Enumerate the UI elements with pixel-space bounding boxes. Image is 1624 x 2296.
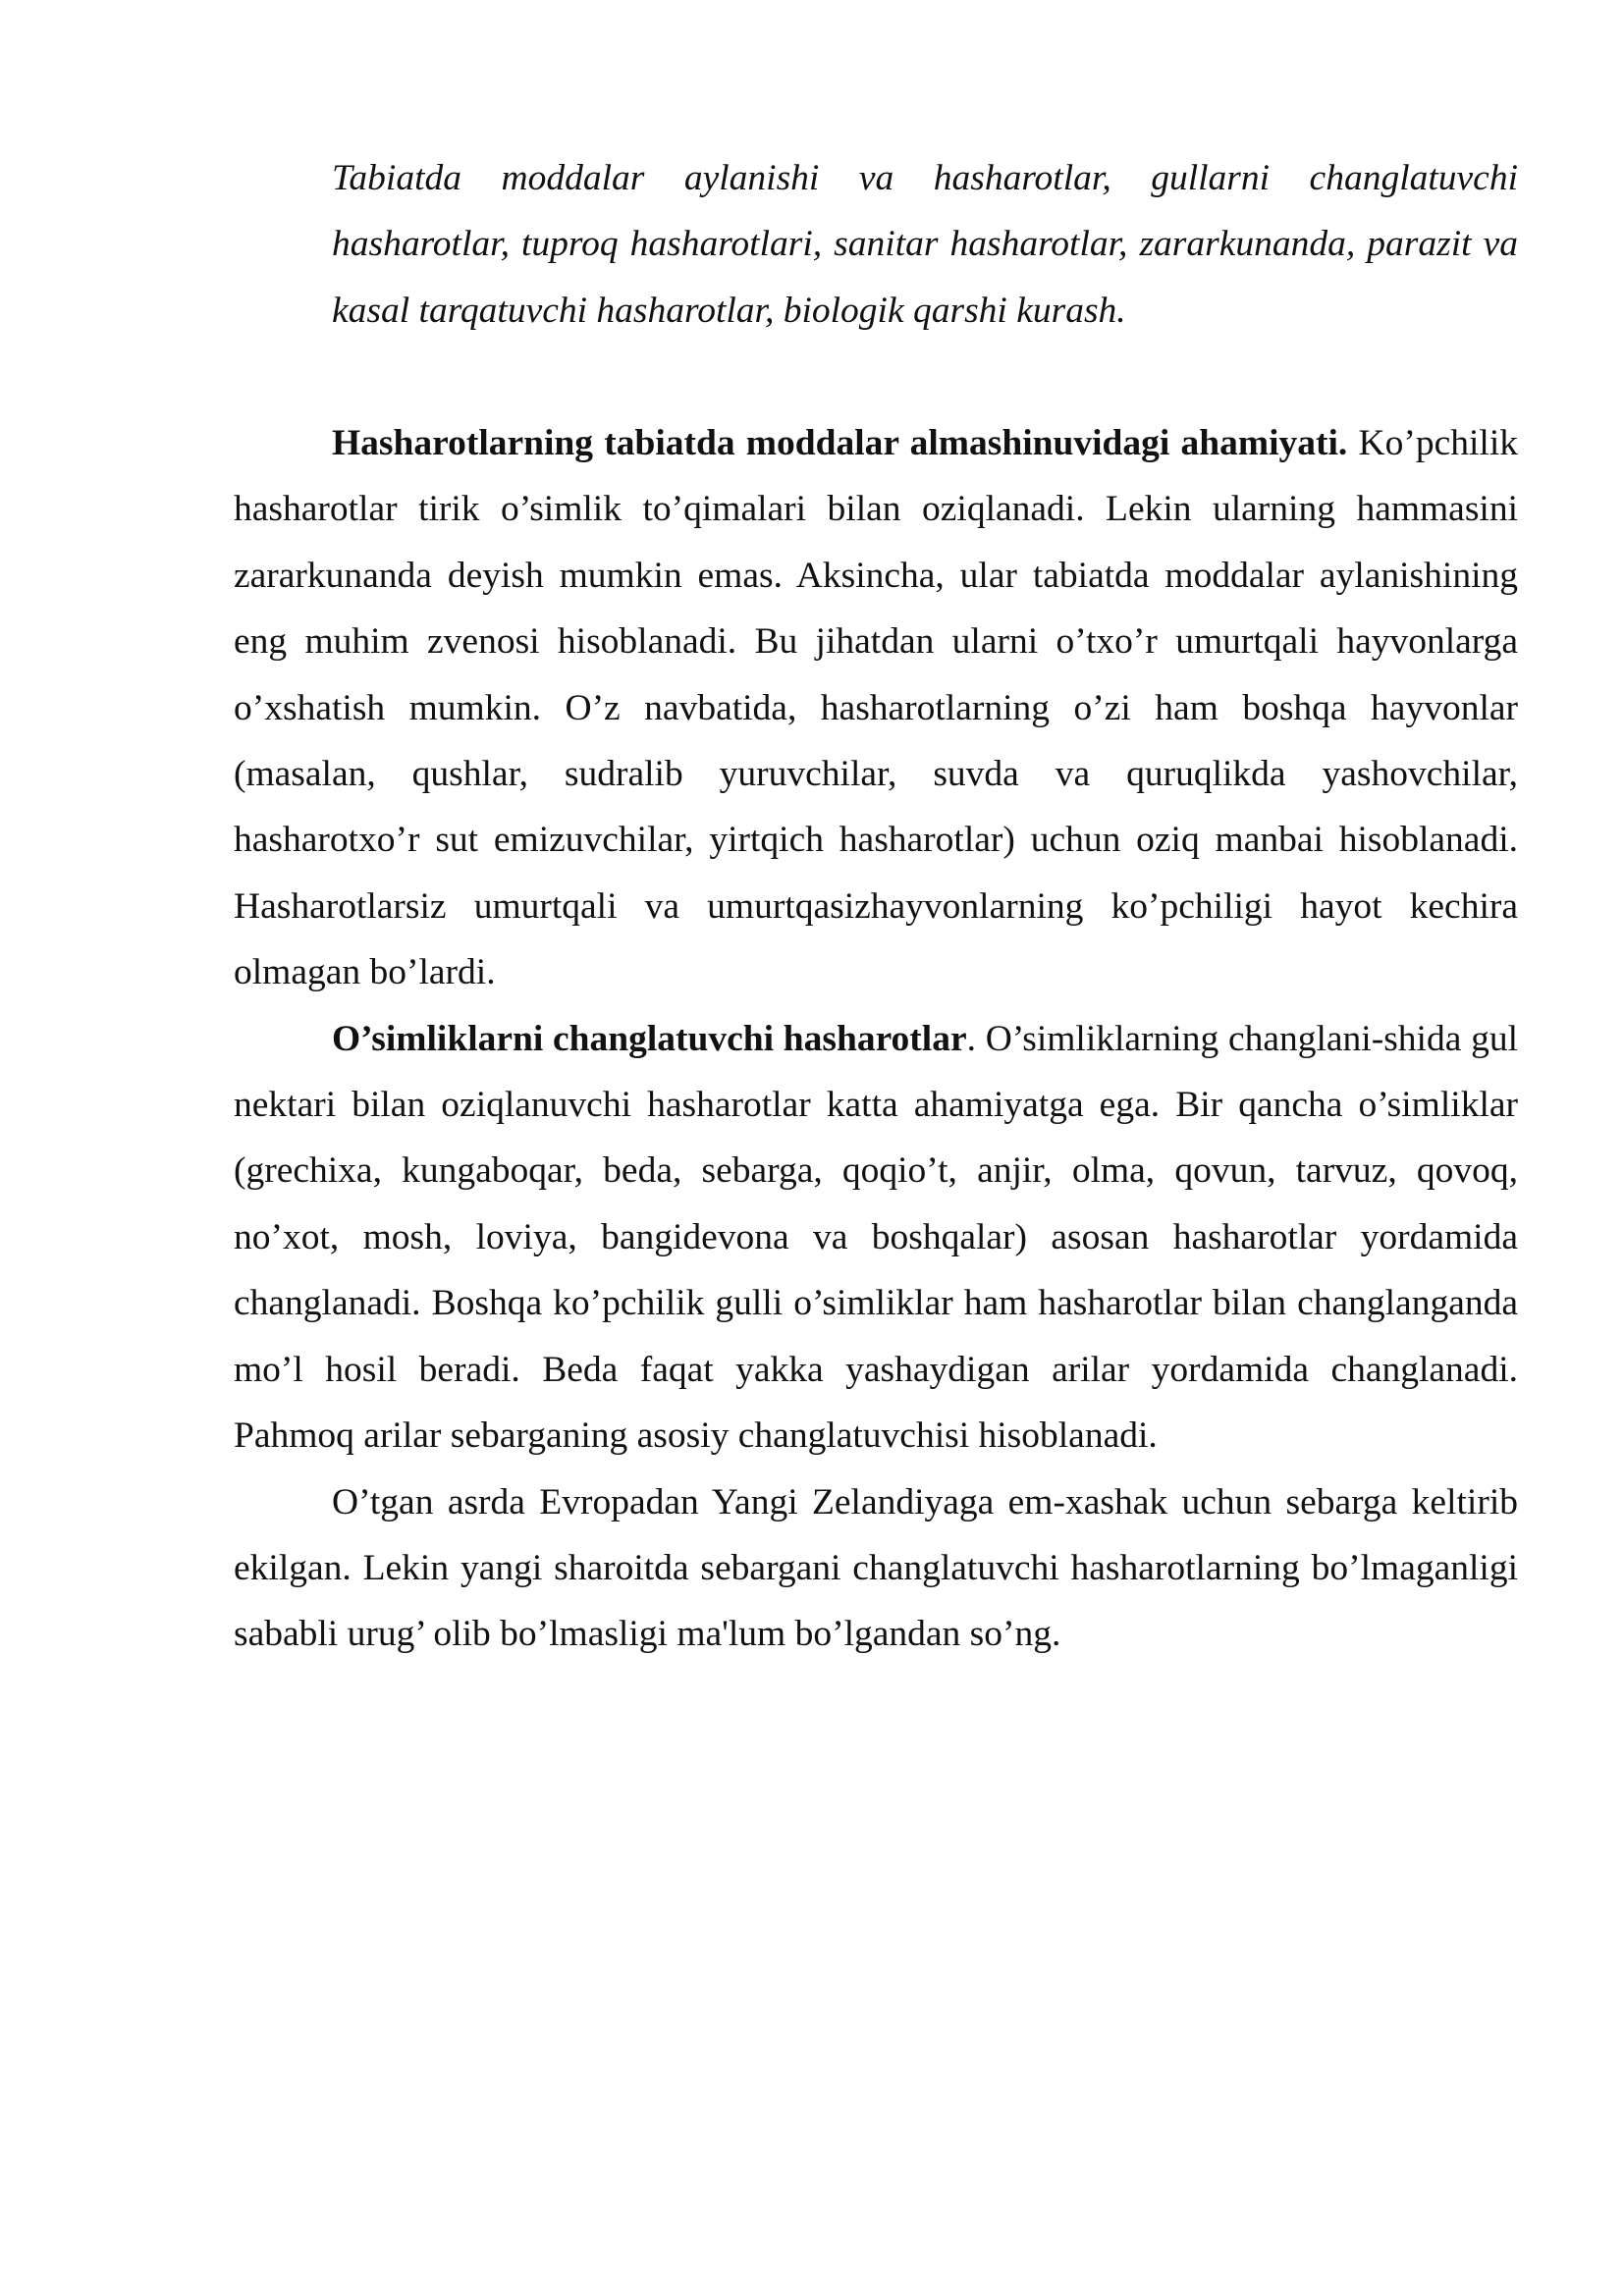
paragraph-insects-in-nature — [234, 410, 1518, 1006]
keywords-paragraph: Tabiatda moddalar aylanishi va hasharotlar, gullarni changlatuvchi hasharotlar, tuproq hasharotlari, sanitar hasharotlar, zararkunanda, parazit va kasal tarqatuvchi hasharotlar, biologik qarshi kurash. — [332, 158, 1518, 331]
paragraph-text: . O’simliklarning changlani-shida gul nektari bilan oziqlanuvchi hasharotlar katta ahamiyatga ega. Bir qancha o’simliklar (grechixa, kungaboqar, beda, sebarga, qoqio’t, anjir, olma, qovun, tarvuz, qovoq, no’xot, mosh, loviya, bangidevona va boshqalar) asosan hasharotlar yordamida changlanadi. Boshqa ko’pchilik gulli o’simliklar ham hasharotlar bilan changlanganda mo’l hosil beradi. Beda faqat yakka yashaydigan arilar yordamida changlanadi. Pahmoq arilar sebarganing asosiy changlatuvchisi hisoblanadi. — [234, 1018, 1519, 1457]
paragraph-pollinators — [234, 1006, 1518, 1469]
paragraph-text: Ko’pchilik hasharotlar tirik o’simlik to’qimalari bilan oziqlanadi. Lekin ularning hammasini zararkunanda deyish mumkin emas. Aksincha, ular tabiatda moddalar aylanishining eng muhim zvenosi hisoblanadi. Bu jihatdan ularni o’txo’r umurtqali hayvonlarga o’xshatish mumkin. O’z navbatida, hasharotlarning o’zi ham boshqa hayvonlar (masalan, qushlar, sudralib yuruvchilar, suvda va quruqlikda yashovchilar, hasharotxo’r sut emizuvchilar, yirtqich hasharotlar) uchun oziq manbai hisoblanadi. Hasharotlarsiz umurtqali va umurtqasizhayvonlarning ko’pchiligi hayot kechira olmagan bo’lardi. — [234, 423, 1518, 993]
paragraph-new-zealand — [234, 1469, 1518, 1668]
section-heading-pollinators: O’simliklarni changlatuvchi hasharotlar — [332, 1018, 967, 1059]
paragraph-text: O’tgan asrda Evropadan Yangi Zelandiyaga em-xashak uchun sebarga keltirib ekilgan. Lekin yangi sharoitda sebargani changlatuvchi hasharotlarning bo’lmaganligi sababli urug’ olib bo’lmasligi ma'lum bo’lgandan so’ng. — [234, 1481, 1518, 1655]
section-heading-nature-role: Hasharotlarning tabiatda moddalar almashinuvidagi ahamiyati. — [332, 423, 1348, 463]
body-text — [234, 410, 1518, 1668]
